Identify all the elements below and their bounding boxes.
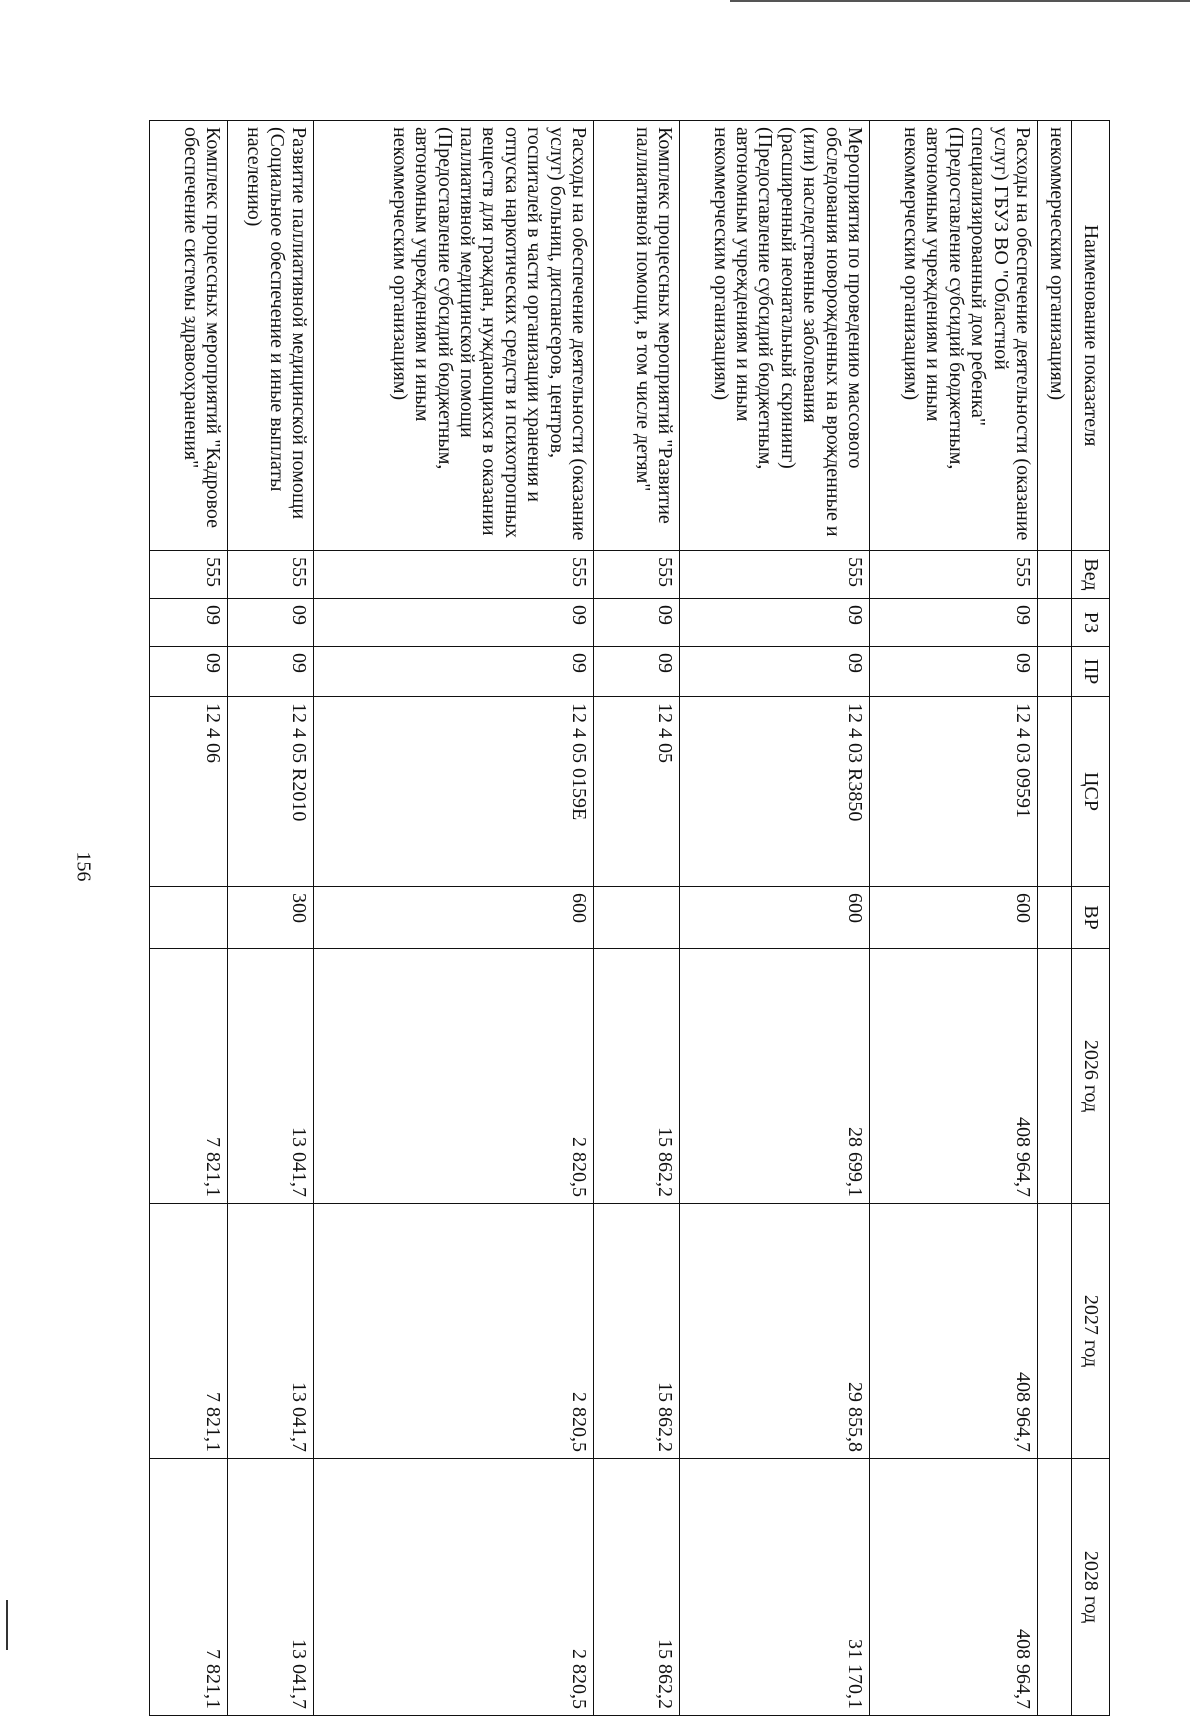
row-2028: 2 820,5 — [314, 1459, 594, 1716]
row-vr: 600 — [680, 887, 870, 949]
row-rz: 09 — [314, 599, 594, 647]
col-header-rz: РЗ — [1072, 599, 1110, 647]
row-name: Расходы на обеспечение деятельности (оказание услуг) ГБУЗ ВО "Областной специализированный дом ребенка" (Предоставление субсидий бюджетным, автономным учреждениям и иным некоммерческим организациям) — [870, 121, 1038, 551]
row-pr: 09 — [594, 647, 680, 697]
col-header-csr: ЦСР — [1072, 697, 1110, 887]
col-header-2026: 2026 год — [1072, 949, 1110, 1204]
continuation-text: некоммерческим организациям) — [1038, 121, 1072, 551]
row-name: Развитие паллиативной медицинской помощи (Социальное обеспечение и иные выплаты населению) — [228, 121, 314, 551]
row-csr: 12 4 06 — [150, 697, 228, 887]
budget-table — [149, 120, 1110, 1716]
row-2028: 15 862,2 — [594, 1459, 680, 1716]
scan-edge-line — [730, 0, 1190, 2]
continuation-row — [1038, 121, 1072, 1716]
row-pr: 09 — [314, 647, 594, 697]
row-csr: 12 4 05 0159E — [314, 697, 594, 887]
row-rz: 09 — [150, 599, 228, 647]
col-header-2028: 2028 год — [1072, 1459, 1110, 1716]
row-csr: 12 4 03 R3850 — [680, 697, 870, 887]
row-name: Комплекс процессных мероприятий "Кадровое обеспечение системы здравоохранения" — [150, 121, 228, 551]
row-pr: 09 — [870, 647, 1038, 697]
row-ved: 555 — [228, 551, 314, 599]
scan-edge-mark — [6, 1600, 8, 1650]
col-header-ved: Вед — [1072, 551, 1110, 599]
row-vr: 600 — [870, 887, 1038, 949]
row-vr — [594, 887, 680, 949]
row-2026: 7 821,1 — [150, 949, 228, 1204]
row-name: Мероприятия по проведению массового обследования новорожденных на врожденные и (или) наследственные заболевания (расширенный неонатальный скрининг) (Предоставление субсидий бюджетным, автономным учреждениям и иным некоммерческим организациям) — [680, 121, 870, 551]
row-2028: 7 821,1 — [150, 1459, 228, 1716]
col-header-vr: ВР — [1072, 887, 1110, 949]
row-ved: 555 — [680, 551, 870, 599]
row-rz: 09 — [870, 599, 1038, 647]
row-2026: 13 041,7 — [228, 949, 314, 1204]
row-csr: 12 4 05 — [594, 697, 680, 887]
row-2027: 13 041,7 — [228, 1204, 314, 1459]
row-ved: 555 — [870, 551, 1038, 599]
row-rz: 09 — [228, 599, 314, 647]
table-row — [150, 121, 228, 1716]
col-header-name: Наименование показателя — [1072, 121, 1110, 551]
row-ved: 555 — [150, 551, 228, 599]
row-rz: 09 — [680, 599, 870, 647]
row-vr: 300 — [228, 887, 314, 949]
row-pr: 09 — [228, 647, 314, 697]
row-name: Комплекс процессных мероприятий "Развитие паллиативной помощи, в том числе детям" — [594, 121, 680, 551]
row-name: Расходы на обеспечение деятельности (оказание услуг) больниц, диспансеров, центров, госпиталей в части организации хранения и отпуска наркотических средств и психотропных веществ для граждан, нуждающихся в оказании паллиативной медицинской помощи (Предоставление субсидий бюджетным, автономным учреждениям и иным некоммерческим организациям) — [314, 121, 594, 551]
row-2027: 2 820,5 — [314, 1204, 594, 1459]
row-vr: 600 — [314, 887, 594, 949]
table-row — [870, 121, 1038, 1716]
row-2026: 408 964,7 — [870, 949, 1038, 1204]
rotated-table-wrapper — [172, 120, 1110, 1715]
row-2026: 28 699,1 — [680, 949, 870, 1204]
row-csr: 12 4 05 R2010 — [228, 697, 314, 887]
row-2028: 408 964,7 — [870, 1459, 1038, 1716]
table-row — [680, 121, 870, 1716]
header-row — [1072, 121, 1110, 1716]
row-ved: 555 — [594, 551, 680, 599]
row-2026: 2 820,5 — [314, 949, 594, 1204]
row-2027: 7 821,1 — [150, 1204, 228, 1459]
row-2027: 15 862,2 — [594, 1204, 680, 1459]
page-number: 156 — [72, 851, 95, 882]
table-row — [314, 121, 594, 1716]
row-csr: 12 4 03 09591 — [870, 697, 1038, 887]
row-pr: 09 — [680, 647, 870, 697]
row-2027: 29 855,8 — [680, 1204, 870, 1459]
table-row — [228, 121, 314, 1716]
row-ved: 555 — [314, 551, 594, 599]
row-pr: 09 — [150, 647, 228, 697]
row-2026: 15 862,2 — [594, 949, 680, 1204]
row-vr — [150, 887, 228, 949]
table-row — [594, 121, 680, 1716]
row-2028: 31 170,1 — [680, 1459, 870, 1716]
row-2028: 13 041,7 — [228, 1459, 314, 1716]
col-header-pr: ПР — [1072, 647, 1110, 697]
row-2027: 408 964,7 — [870, 1204, 1038, 1459]
col-header-2027: 2027 год — [1072, 1204, 1110, 1459]
row-rz: 09 — [594, 599, 680, 647]
